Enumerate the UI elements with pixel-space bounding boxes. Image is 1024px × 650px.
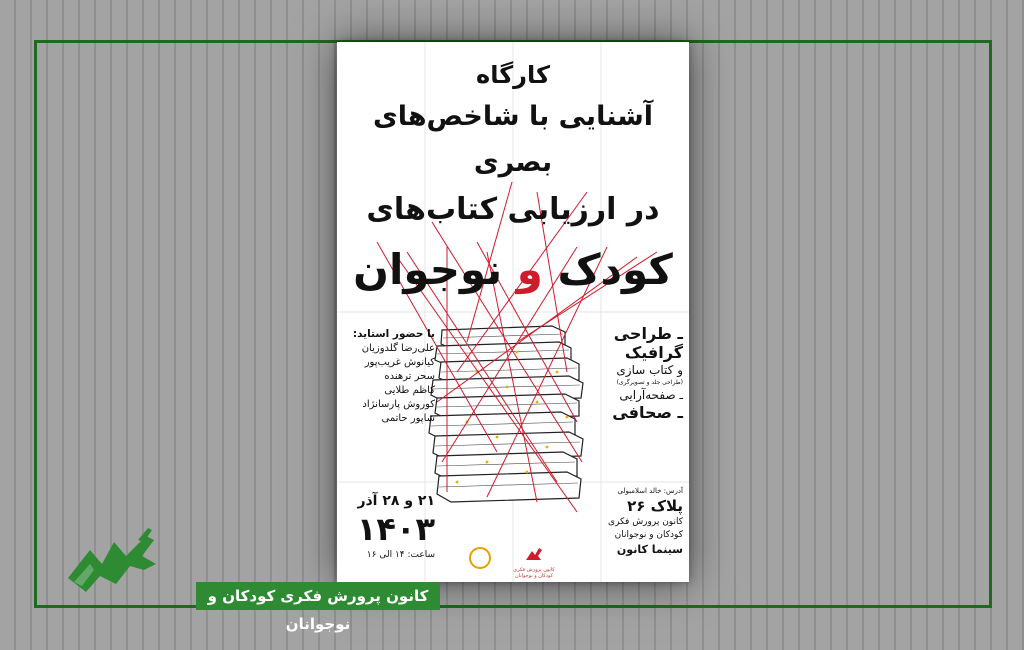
title-word-teen: نوجوان [353, 245, 503, 294]
instructors-list [345, 327, 435, 426]
address-number: پلاک ۲۶ [627, 497, 683, 515]
title-line-2: آشنایی با شاخص‌های بصری [372, 101, 654, 178]
title-line-4 [337, 234, 689, 306]
topics-list [599, 324, 683, 422]
instructor-name: کیانوش غریب‌پور [364, 357, 435, 368]
address-venue: سینما کانون [616, 543, 683, 556]
address-org-1: کانون پرورش فکری [608, 517, 683, 527]
instructors-header: با حضور استاید: [352, 328, 435, 340]
rabbit-logo-icon [60, 520, 190, 610]
event-time: ساعت: ۱۴ الی ۱۶ [366, 550, 435, 560]
instructor-name: علی‌رضا گلدوزیان [361, 343, 435, 354]
instructor-name: شاپور حاتمی [381, 413, 435, 424]
event-address [599, 486, 683, 558]
event-days: ۲۱ و ۲۸ آذر [357, 493, 435, 509]
topic-note: (طراحی جلد و تصویرگری) [616, 379, 683, 386]
kanoon-logo [511, 545, 557, 579]
topic-bookmaking: و کتاب سازی [616, 363, 683, 377]
title-workshop: کارگاه [476, 61, 550, 89]
instructor-name: کاظم طلایی [384, 385, 435, 396]
title-word-kid: کودک [557, 245, 673, 294]
address-street: آدرس: خالد اسلامبولی [617, 487, 683, 495]
topic-design: ـ طراحی [613, 324, 683, 343]
event-year: ۱۴۰۳ [356, 510, 435, 548]
brand-label: کانون پرورش فکری کودکان و نوجوانان [196, 582, 440, 610]
instructor-name: کوروش پارسانژاد [362, 399, 435, 410]
partner-logo-icon [469, 547, 491, 569]
topic-layout: ـ صفحه‌آرایی [619, 388, 683, 402]
poster-title [337, 60, 689, 306]
topic-graphic: گرافیک [624, 343, 683, 362]
rabbit-red-icon [523, 545, 545, 563]
event-date [345, 492, 435, 562]
address-org-2: کودکان و نوجوانان [614, 530, 683, 540]
title-conjunction: و [516, 245, 543, 294]
topic-binding: ـ صحافی [612, 403, 683, 422]
workshop-poster [337, 42, 689, 582]
instructor-name: سحر ترهنده [384, 371, 435, 382]
kanoon-logo-caption: کانون پرورش فکری کودکان و نوجوانان [513, 567, 555, 579]
title-line-3: در ارزیابی کتاب‌های [366, 192, 660, 227]
